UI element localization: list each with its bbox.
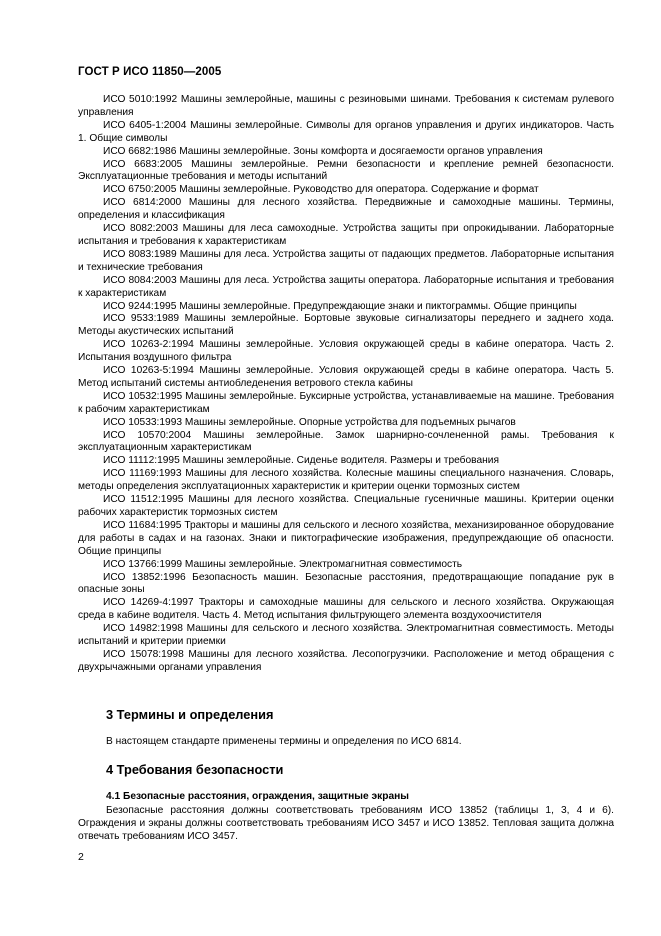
reference-item: ИСО 6750:2005 Машины землеройные. Руководство для оператора. Содержание и формат (103, 184, 539, 196)
subsection-4-1-title: 4.1 Безопасные расстояния, ограждения, защитные экраны (106, 791, 409, 802)
reference-item: ИСО 5010:1992 Машины землеройные, машины с резиновыми шинами. Требования к системам рулевого управления (78, 94, 614, 118)
reference-item: ИСО 11512:1995 Машины для лесного хозяйства. Специальные гусеничные машины. Критерии оценки рабочих характеристик тормозных систем (78, 494, 614, 518)
reference-item: ИСО 9533:1989 Машины землеройные. Бортовые звуковые сигнализаторы переднего и заднего хода. Методы акустических испытаний (78, 313, 614, 338)
reference-item: ИСО 6683:2005 Машины землеройные. Ремни безопасности и крепление ремней безопасности. Эксплуатационные требования и методы испытаний (78, 158, 614, 183)
reference-item: ИСО 6682:1986 Машины землеройные. Зоны комфорта и досягаемости органов управления (103, 145, 543, 157)
reference-item: ИСО 6405-1:2004 Машины землеройные. Символы для органов управления и других индикаторов. Часть 1. Общие символы (78, 119, 614, 144)
reference-item: ИСО 11169:1993 Машины для лесного хозяйства. Колесные машины специального назначения. Словарь, методы определения эксплуатационных характеристик и критерии оценки тормозных систем (78, 468, 614, 493)
reference-item: ИСО 11684:1995 Тракторы и машины для сельского и лесного хозяйства, механизированное оборудование для работы в садах и на газонах. Знаки и пиктографические изображения, предупреждающие об опасности. Общие принципы (78, 519, 614, 557)
section-3-title: 3 Термины и определения (106, 707, 274, 722)
reference-item: ИСО 11112:1995 Машины землеройные. Сиденье водителя. Размеры и требования (103, 455, 499, 467)
document-header: ГОСТ Р ИСО 11850—2005 (78, 66, 222, 78)
section-4-title: 4 Требования безопасности (106, 762, 284, 777)
reference-item: ИСО 14982:1998 Машины для сельского и лесного хозяйства. Электромагнитная совместимость. Методы испытаний и критерии приемки (78, 623, 614, 648)
reference-item: ИСО 14269-4:1997 Тракторы и самоходные машины для сельского и лесного хозяйства. Окружающая среда в кабине водителя. Часть 4. Метод испытания фильтрующего элемента воздухоочистителя (78, 597, 614, 622)
reference-item: ИСО 10532:1995 Машины землеройные. Буксирные устройства, устанавливаемые на машине. Требования к рабочим характеристикам (78, 390, 614, 415)
reference-item: ИСО 10533:1993 Машины землеройные. Опорные устройства для подъемных рычагов (103, 416, 516, 428)
reference-item: ИСО 10570:2004 Машины землеройные. Замок шарнирно-сочлененной рамы. Требования к эксплуатационным характеристикам (78, 429, 614, 454)
reference-item: ИСО 8084:2003 Машины для леса. Устройства защиты оператора. Лабораторные испытания и требования к характеристикам (78, 274, 614, 299)
section-3-text: В настоящем стандарте применены термины и определения по ИСО 6814. (106, 736, 462, 747)
reference-item: ИСО 13852:1996 Безопасность машин. Безопасные расстояния, предотвращающие попадание рук в опасные зоны (78, 571, 614, 596)
reference-item: ИСО 8083:1989 Машины для леса. Устройства защиты от падающих предметов. Лабораторные испытания и технические требования (78, 248, 614, 273)
reference-item: ИСО 10263-5:1994 Машины землеройные. Условия окружающей среды в кабине оператора. Часть 5. Метод испытаний системы антиобледенения ветрового стекла кабины (78, 365, 614, 389)
reference-item: ИСО 10263-2:1994 Машины землеройные. Условия окружающей среды в кабине оператора. Часть 2. Испытания воздушного фильтра (78, 339, 614, 364)
reference-item: ИСО 8082:2003 Машины для леса самоходные. Устройства защиты при опрокидывании. Лабораторные испытания и требования к характеристикам (78, 223, 614, 247)
reference-item: ИСО 13766:1999 Машины землеройные. Электромагнитная совместимость (103, 558, 463, 570)
reference-item: ИСО 6814:2000 Машины для лесного хозяйства. Передвижные и самоходные машины. Термины, определения и классификация (78, 197, 614, 222)
normative-references-list (78, 94, 614, 675)
section-4-1-text: Безопасные расстояния должны соответствовать требованиям ИСО 13852 (таблицы 1, 3, 4 и 6). Ограждения и экраны должны соответствовать требованиям ИСО 3457 и ИСО 13852. Тепловая защита должна отвечать требованиям ИСО 3457. (78, 805, 614, 842)
page-number: 2 (78, 851, 84, 863)
reference-item: ИСО 15078:1998 Машины для лесного хозяйства. Лесопогрузчики. Расположение и метод обращения с двухрычажными органами управления (78, 648, 614, 673)
reference-item: ИСО 9244:1995 Машины землеройные. Предупреждающие знаки и пиктограммы. Общие принципы (103, 300, 577, 312)
